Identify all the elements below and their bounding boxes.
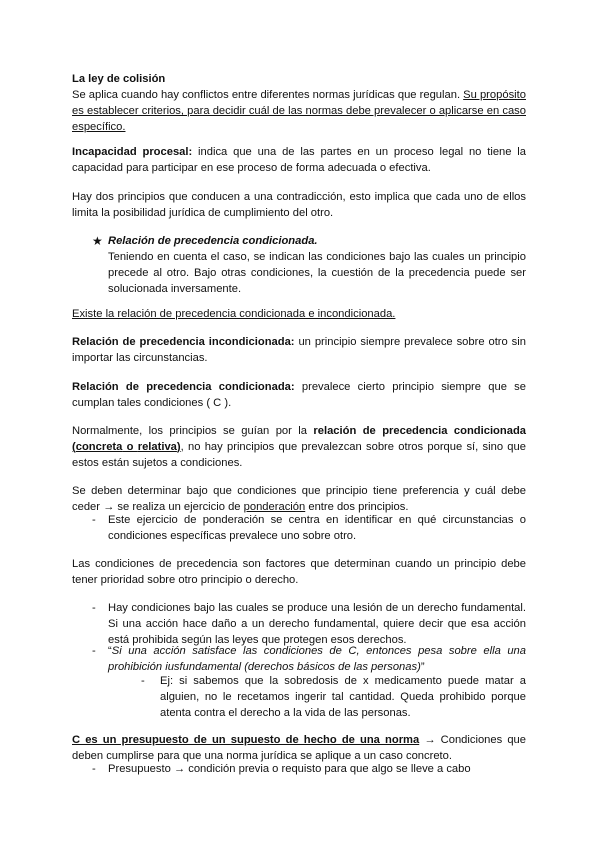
normalmente-paren-group xyxy=(72,441,181,453)
list-sub-item: Ej: si sabemos que la sobredosis de x medicamento puede matar a alguien, no le recetamos ingerir tal cantidad. Queda prohibido porque atenta contra el derecho a la vida de las personas. xyxy=(160,675,526,719)
ponderacion-paragraph xyxy=(72,483,526,515)
supuesto-title: C es un presupuesto de un supuesto de hecho de una norma xyxy=(72,734,420,746)
principios-paragraph: Hay dos principios que conducen a una contradicción, esto implica que cada uno de ellos limita la posibilidad jurídica de cumplimiento del otro. xyxy=(72,191,526,219)
existe-text: Existe la relación de precedencia condicionada e incondicionada. xyxy=(72,308,396,320)
normalmente-t2: , no hay principios que prevalezcan sobre otros porque sí, sino que estos están sujetos a condiciones. xyxy=(72,441,526,469)
list-item-2 xyxy=(108,643,526,675)
concreta-text: concreta xyxy=(75,441,123,453)
o-text: o xyxy=(122,441,138,453)
list-item-1: Hay condiciones bajo las cuales se produce una lesión de un derecho fundamental. Si una acción hace daño a un derecho fundamental, quiere decir que esa acción está prohibida según las leyes que protegen esos derechos. xyxy=(108,602,526,646)
incapacidad-paragraph xyxy=(72,144,526,176)
ponderacion-t2: entre dos principios. xyxy=(305,501,409,513)
normalmente-t1: Normalmente, los principios se guían por la xyxy=(72,425,314,437)
supuesto-sub: Presupuesto → condición previa o requisto para que algo se lleve a cabo xyxy=(108,763,471,775)
existe-paragraph xyxy=(72,306,526,322)
star-item-text: Teniendo en cuenta el caso, se indican las condiciones bajo las cuales un principio precede al otro. Bajo otras condiciones, la cuestión de la precedencia puede ser solucionada inversamente. xyxy=(108,251,526,295)
heading-ley-colision: La ley de colisión xyxy=(72,73,166,85)
section-heading xyxy=(72,71,526,87)
dash-icon: - xyxy=(141,675,145,687)
incondicionada-text: un principio siempre prevalece sobre otro sin importar las circunstancias. xyxy=(72,336,526,364)
ponderacion-underlined: ponderación xyxy=(243,501,306,513)
quote-close: ” xyxy=(420,661,425,673)
incondicionada-term: Relación de precedencia incondicionada: xyxy=(72,336,295,348)
relativa-text: relativa xyxy=(137,441,177,453)
incondicionada-paragraph xyxy=(72,334,526,366)
quote-open: “ xyxy=(108,645,112,657)
supuesto-text: → Condiciones que deben cumplirse para que una norma jurídica se aplique a un caso concreto. xyxy=(72,734,526,762)
incapacidad-text: indica que una de las partes en un proceso legal no tiene la capacidad para participar en ese proceso de forma adecuada o efectiva. xyxy=(72,146,527,174)
star-item-title xyxy=(108,233,526,249)
item2-italic: Si una acción satisface las condiciones de C, entonces pesa sobre ella una prohibición iusfundamental (derechos básicos de las personas) xyxy=(108,645,526,673)
dash-icon: - xyxy=(92,645,96,657)
normalmente-paragraph xyxy=(72,423,526,471)
condicionada-paragraph xyxy=(72,379,526,411)
dash-icon: - xyxy=(92,514,96,526)
dash-icon: - xyxy=(92,763,96,775)
intro-underlined: Su propósito es establecer criterios, para decidir cuál de las normas debe prevalecer o aplicarse en caso específico. xyxy=(72,89,526,133)
star-icon: ★ xyxy=(92,234,103,248)
normalmente-b1: relación de precedencia condicionada xyxy=(313,425,527,437)
condicionada-text: prevalece cierto principio siempre que se cumplan tales condiciones ( C ). xyxy=(72,381,526,409)
dash-icon: - xyxy=(92,602,96,614)
intro-text: Se aplica cuando hay conflictos entre diferentes normas jurídicas que regulan. xyxy=(72,89,464,101)
incapacidad-term: Incapacidad procesal: xyxy=(72,146,193,158)
condiciones-paragraph: Las condiciones de precedencia son factores que determinan cuando un principio debe tener prioridad sobre otro principio o derecho. xyxy=(72,558,526,586)
star-title-text: Relación de precedencia condicionada. xyxy=(108,235,318,247)
ponderacion-t1: Se deben determinar bajo que condiciones que principio tiene preferencia y cuál debe ceder → se realiza un ejercicio de xyxy=(72,485,526,513)
paren-close: ) xyxy=(176,441,181,453)
condicionada-term: Relación de precedencia condicionada: xyxy=(72,381,295,393)
intro-paragraph xyxy=(72,87,526,135)
paren-open: ( xyxy=(72,441,76,453)
supuesto-paragraph xyxy=(72,732,526,764)
ponderacion-sub: Este ejercicio de ponderación se centra en identificar en qué circunstancias o condiciones específicas prevalece uno sobre otro. xyxy=(108,514,526,542)
